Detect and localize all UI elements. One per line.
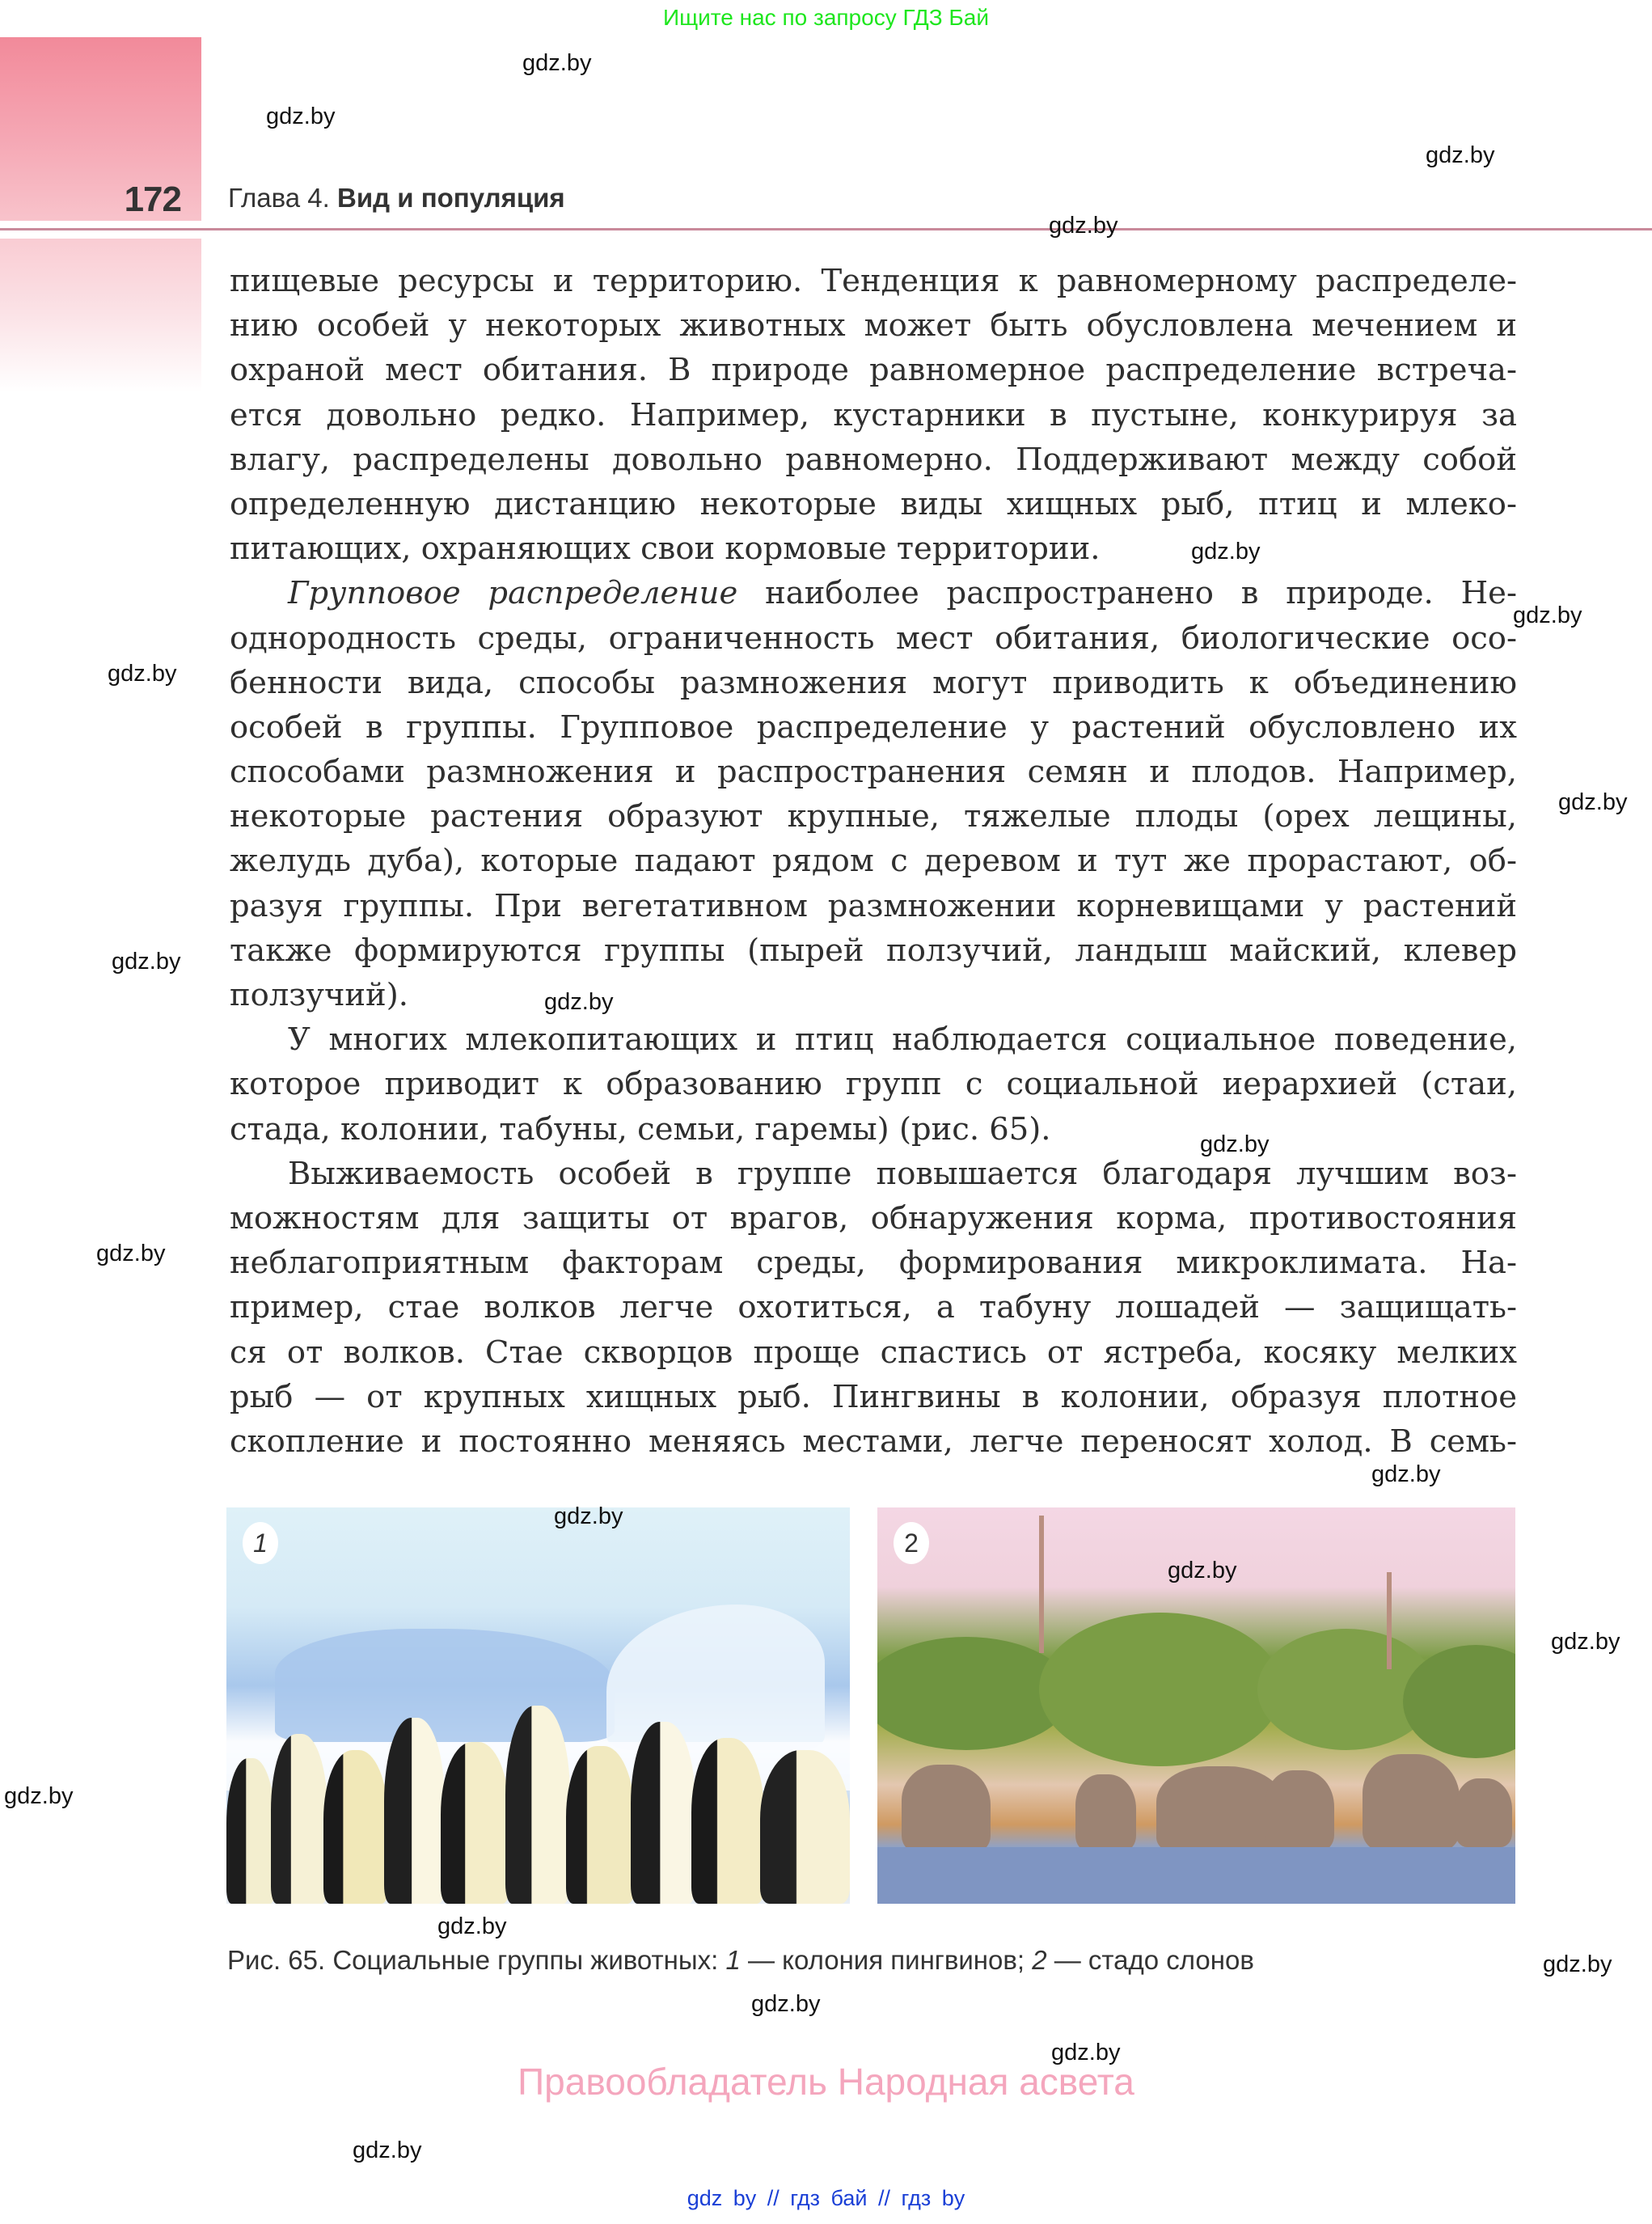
text-line: ползучий).	[230, 977, 408, 1013]
running-header	[228, 183, 565, 214]
header-divider	[0, 228, 1652, 230]
watermark: gdz.by	[96, 1241, 166, 1266]
watermark: gdz.by	[437, 1913, 507, 1939]
dead-tree-trunk	[1387, 1572, 1392, 1669]
watermark: gdz.by	[544, 989, 614, 1015]
text-line: желудь дуба), которые падают рядом с деревом и тут же прорастают, об-	[230, 843, 1517, 880]
paragraph-3	[230, 1017, 1517, 1152]
text-line: пример, стае волков легче охотиться, а табуну лошадей — защищать-	[230, 1289, 1517, 1326]
paragraph-2	[230, 571, 1517, 1017]
elephant-shape	[902, 1765, 991, 1854]
watermark: gdz.by	[751, 1991, 821, 2017]
watermark: gdz.by	[112, 949, 181, 975]
text-line: определенную дистанцию некоторые виды хищных рыб, птиц и млеко-	[230, 485, 1517, 522]
iceberg-shape	[606, 1605, 825, 1750]
text-line: разуя группы. При вегетативном размножении корневищами у растений	[230, 887, 1517, 924]
penguin-shape	[271, 1734, 327, 1904]
figure-penguin-colony	[226, 1507, 850, 1904]
watermark: gdz.by	[1513, 603, 1582, 628]
figure-label-1: 1	[243, 1522, 278, 1564]
text-line: нию особей у некоторых животных может быть обусловлена мечением и	[230, 307, 1517, 345]
chapter-prefix: Глава 4.	[228, 183, 330, 213]
watermark: gdz.by	[1191, 539, 1261, 564]
figure-label-2: 2	[894, 1522, 929, 1564]
watermark: gdz.by	[353, 2137, 422, 2163]
watermark: gdz.by	[522, 50, 592, 76]
page-number: 172	[124, 180, 181, 219]
footer-links[interactable]: gdz by // гдз бай // гдз by	[687, 2186, 965, 2210]
text-line: ется довольно редко. Например, кустарники в пустыне, конкурируя за	[230, 396, 1517, 433]
river-water	[877, 1847, 1515, 1904]
text-line: ся от волков. Стае скворцов проще спастись от ястреба, косяку мелких	[230, 1334, 1517, 1371]
search-hint-banner: Ищите нас по запросу ГДЗ Бай	[662, 5, 990, 30]
watermark: gdz.by	[1200, 1131, 1270, 1157]
page-margin-gradient	[0, 239, 201, 392]
chapter-title: Вид и популяция	[337, 183, 565, 213]
term-italic: Групповое распределение	[288, 575, 738, 612]
text-line: питающих, охраняющих свои кормовые территории.	[230, 531, 1101, 568]
elephant-shape	[1456, 1778, 1512, 1847]
text-line: способами размножения и распространения семян и плодов. Например,	[230, 754, 1517, 791]
penguin-shape	[441, 1742, 509, 1904]
watermark: gdz.by	[554, 1503, 623, 1529]
text-line: скопление и постоянно меняясь местами, легче переносят холод. В семь-	[230, 1423, 1517, 1460]
paragraph-4	[230, 1152, 1517, 1464]
text-line: некоторые растения образуют крупные, тяжелые плоды (орех лещины,	[230, 798, 1517, 835]
figure-caption: Рис. 65. Социальные группы животных: 1 — колония пингвинов; 2 — стадо слонов	[227, 1945, 1254, 1975]
watermark: gdz.by	[1051, 2040, 1121, 2065]
watermark: gdz.by	[108, 661, 177, 687]
bush-shape	[1039, 1613, 1282, 1766]
penguin-shape	[384, 1718, 445, 1904]
text-line: У многих млекопитающих и птиц наблюдается социальное поведение,	[288, 1021, 1517, 1059]
watermark: gdz.by	[1558, 789, 1628, 815]
penguin-shape	[566, 1746, 635, 1904]
text-line: можностям для защиты от врагов, обнаружения корма, противостояния	[230, 1199, 1517, 1237]
iceberg-shape	[275, 1629, 615, 1742]
text-line: Выживаемость особей в группе повышается благодаря лучшим воз-	[288, 1155, 1517, 1192]
penguin-shape	[760, 1750, 850, 1904]
text-line: неблагоприятным факторам среды, формирования микроклимата. На-	[230, 1245, 1517, 1282]
text-line: влагу, распределены довольно равномерно. Поддерживают между собой	[230, 441, 1517, 478]
text-line: пищевые ресурсы и территорию. Тенденция к равномерному распределе-	[230, 263, 1517, 299]
dead-tree-trunk	[1039, 1516, 1044, 1653]
watermark: gdz.by	[1426, 142, 1495, 168]
penguin-shape	[505, 1706, 570, 1904]
text-line: которое приводит к образованию групп с социальной иерархией (стаи,	[230, 1066, 1517, 1103]
text-line: также формируются группы (пырей ползучий, ландыш майский, клевер	[230, 932, 1517, 969]
penguin-shape	[691, 1738, 764, 1904]
body-text	[230, 259, 1517, 1464]
text-line: рыб — от крупных хищных рыб. Пингвины в колонии, образуя плотное	[230, 1378, 1517, 1415]
text-line: Групповое распределение наиболее распространено в природе. Не-	[288, 575, 1517, 612]
watermark: gdz.by	[1371, 1461, 1441, 1487]
text-line: охраной мест обитания. В природе равномерное распределение встреча-	[230, 352, 1517, 389]
elephant-shape	[1075, 1774, 1136, 1851]
paragraph-1	[230, 259, 1517, 571]
watermark: gdz.by	[1049, 213, 1118, 239]
watermark: gdz.by	[1168, 1558, 1237, 1583]
watermark: gdz.by	[1551, 1629, 1620, 1655]
text-line: особей в группы. Групповое распределение у растений обусловлено их	[230, 708, 1517, 746]
elephant-shape	[1363, 1754, 1460, 1851]
text-line: бенности вида, способы размножения могут приводить к объединению	[230, 664, 1517, 701]
text-line: стада, колонии, табуны, семьи, гаремы) (рис. 65).	[230, 1110, 1051, 1148]
watermark: gdz.by	[4, 1783, 74, 1809]
text-line: однородность среды, ограниченность мест обитания, биологические осо-	[230, 619, 1517, 657]
watermark: gdz.by	[266, 104, 336, 129]
elephant-shape	[1265, 1770, 1334, 1851]
rights-holder-notice: Правообладатель Народная асвета	[518, 2061, 1134, 2103]
penguin-shape	[631, 1722, 695, 1904]
watermark: gdz.by	[1543, 1951, 1612, 1977]
penguin-shape	[323, 1750, 388, 1904]
penguin-shape	[226, 1758, 275, 1904]
